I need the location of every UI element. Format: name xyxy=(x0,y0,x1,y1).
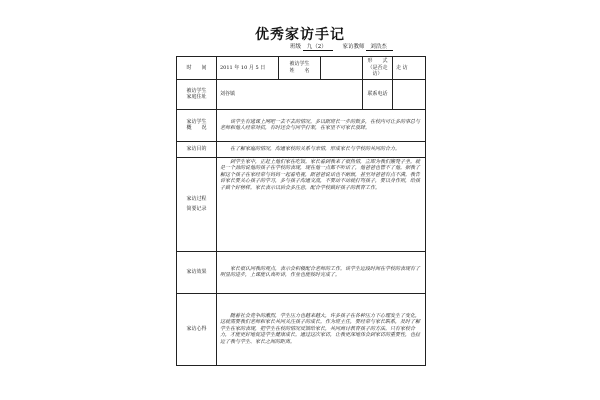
purpose-text: 在了解家庭的情况，沟通家校的关系与亲情，形成家长与学校的共同的合力。 xyxy=(217,141,426,157)
time-row xyxy=(177,57,426,80)
process-text: 到学生家中，正赶上他们家在吃饭。家长看到我来了很热情，立即为我们搬凳子坐。就是一个劲的说他的孩子在学校的表现，现在他一点都不听话了，他爸爸也管不了他。据我了解这个孩子在家经常与妈妈一起看电视，跟爸爸说话也不耐烦，甚至对爸爸有点不满。我告诉家长要关心孩子的学习，多与孩子沟通交流，不要动不动就打骂孩子，要以身作则，给孩子做个好榜样。家长表示以后会多注意，配合学校做好孩子的教育工作。 xyxy=(217,157,426,251)
teacher-value: 刘浩杰 xyxy=(366,42,393,51)
reflection-text: 随着社会竞争的激烈，学生压力也越来越大，许多孩子在各种压力下心理发生了变化，这就需要我们老师和家长共同关注孩子的成长。作为班主任，要经常与家长联系，及时了解学生在家的表现，把学生在校的情况反馈给家长，共同商讨教育孩子的方法。只有家校合力，才能更好地促进学生健康成长。通过这次家访，让我更深地体会到家访的重要性，也拉近了我与学生、家长之间的距离。 xyxy=(217,293,426,365)
reflection-label: 家访心得 xyxy=(177,293,217,365)
address-value: 刘谷镇 xyxy=(217,79,363,109)
header-meta xyxy=(290,42,401,51)
effect-label: 家访效果 xyxy=(177,251,217,293)
student-name-value xyxy=(321,57,363,80)
student-name-label: 被访学生 姓 名 xyxy=(279,57,321,80)
purpose-row xyxy=(177,141,426,157)
visit-form-value: 走 访 xyxy=(393,57,426,80)
overview-row xyxy=(177,109,426,141)
address-row xyxy=(177,79,426,109)
phone-label: 联系电话 xyxy=(363,79,393,109)
process-row xyxy=(177,157,426,251)
teacher-label: 家访教师 xyxy=(342,44,365,50)
address-label: 被访学生 家庭住址 xyxy=(177,79,217,109)
document-title: 优秀家访手记 xyxy=(255,27,345,43)
class-value: 九（2） xyxy=(303,42,333,51)
purpose-label: 家访目的 xyxy=(177,141,217,157)
process-label: 家访过程 简要记录 xyxy=(177,157,217,251)
overview-label: 家访学生 概 况 xyxy=(177,109,217,141)
effect-text: 家长很认同我的观点，表示会积极配合老师的工作。该学生近段时间在学校的表现有了明显的进步，上课能认真听讲，作业也能按时完成了。 xyxy=(217,251,426,293)
class-label: 班级 xyxy=(290,44,302,50)
time-value: 2011 年 10 月 5 日 xyxy=(217,57,279,80)
visit-record-table xyxy=(176,56,426,366)
visit-form-label: 形 式 （是否走访） xyxy=(363,57,393,80)
effect-row xyxy=(177,251,426,293)
overview-text: 该学生有逃课上网吧一去不去的情况。多以跟班长一步的数多，在校内可让多的事总与老师和他人经常对抗，有时还会与同学打架，在家里不可家长放肆。 xyxy=(217,109,426,141)
phone-value xyxy=(393,79,426,109)
reflection-row xyxy=(177,293,426,365)
time-label: 时 间 xyxy=(177,57,217,80)
